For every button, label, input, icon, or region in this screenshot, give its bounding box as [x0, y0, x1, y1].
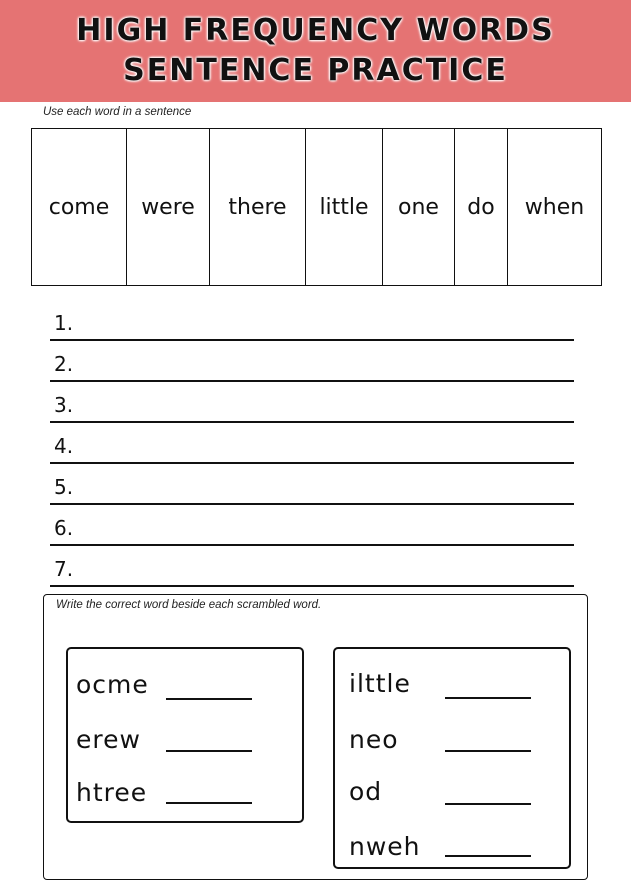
answer-blank[interactable]: [445, 855, 531, 857]
sentence-instruction: Use each word in a sentence: [43, 106, 192, 118]
word-cell-do: do: [455, 129, 508, 285]
word-cell-little: little: [306, 129, 383, 285]
sentence-line-2[interactable]: [50, 341, 574, 382]
line-number: 7.: [54, 557, 74, 581]
scrambled-word: od: [349, 777, 383, 806]
line-number: 4.: [54, 434, 74, 458]
scramble-section: [43, 594, 588, 880]
answer-blank[interactable]: [445, 697, 531, 699]
answer-blank[interactable]: [445, 750, 531, 752]
scrambled-word: htree: [76, 778, 148, 807]
title-line-1: HIGH FREQUENCY WORDS: [76, 13, 555, 48]
scramble-row: [335, 666, 569, 698]
scrambled-word: neo: [349, 725, 399, 754]
word-table: [31, 128, 602, 286]
line-number: 6.: [54, 516, 74, 540]
scrambled-word: erew: [76, 725, 141, 754]
sentence-line-1[interactable]: [50, 300, 574, 341]
sentence-line-7[interactable]: [50, 546, 574, 587]
sentence-line-4[interactable]: [50, 423, 574, 464]
sentence-line-3[interactable]: [50, 382, 574, 423]
sentence-lines: [50, 300, 574, 587]
answer-blank[interactable]: [445, 803, 531, 805]
scrambled-word: ocme: [76, 670, 149, 699]
line-number: 3.: [54, 393, 74, 417]
writing-rule: [50, 585, 574, 588]
title-banner: [0, 0, 631, 102]
line-number: 1.: [54, 311, 74, 335]
word-cell-one: one: [383, 129, 455, 285]
line-number: 5.: [54, 475, 74, 499]
scramble-row: [68, 667, 302, 699]
scramble-box-left: [66, 647, 304, 823]
answer-blank[interactable]: [166, 698, 252, 700]
scrambled-word: nweh: [349, 832, 421, 861]
word-cell-when: when: [524, 194, 585, 220]
scramble-instruction: Write the correct word beside each scrambled word.: [56, 599, 322, 611]
line-number: 2.: [54, 352, 74, 376]
title-line-2: SENTENCE PRACTICE: [123, 53, 508, 88]
word-cell-there: there: [210, 129, 306, 285]
answer-blank[interactable]: [166, 750, 252, 752]
scramble-box-right: [333, 647, 571, 869]
sentence-line-6[interactable]: [50, 505, 574, 546]
scramble-row: [335, 774, 569, 806]
word-cell-were: were: [127, 129, 210, 285]
answer-blank[interactable]: [166, 802, 252, 804]
scrambled-word: ilttle: [349, 669, 411, 698]
word-cell-come: come: [32, 129, 127, 285]
sentence-line-5[interactable]: [50, 464, 574, 505]
